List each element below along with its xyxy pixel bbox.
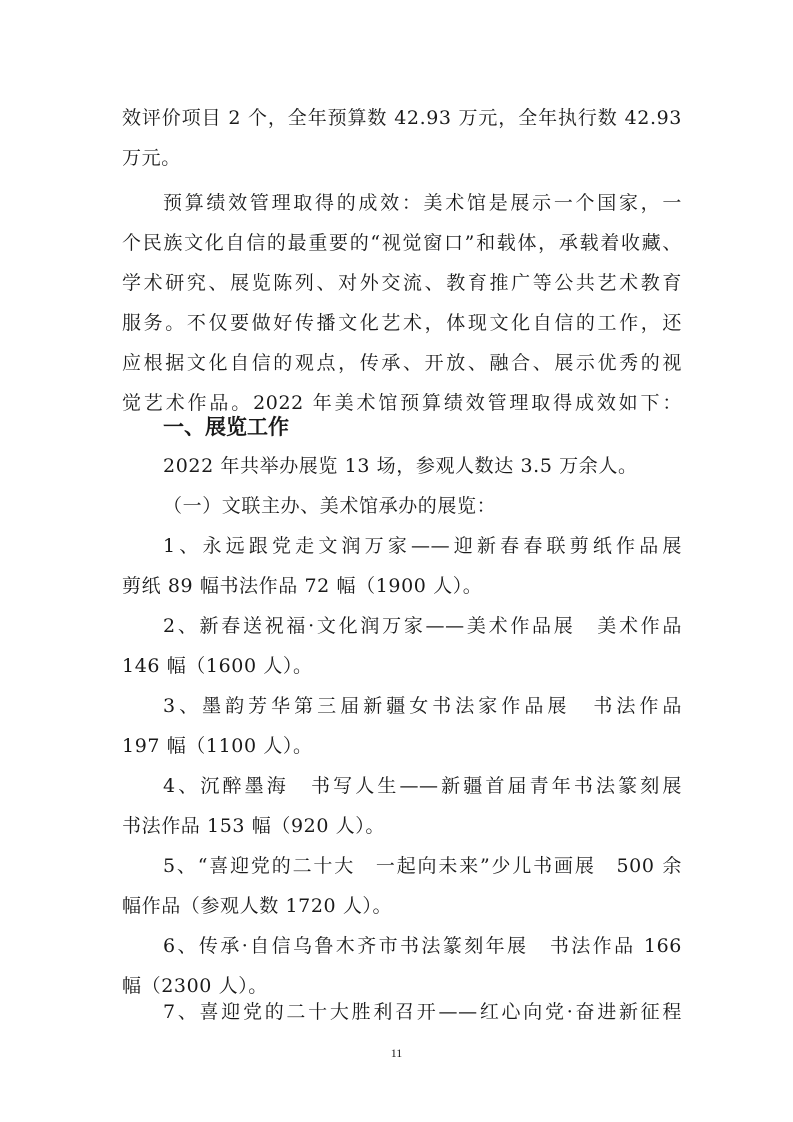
body-line: 觉艺术作品。2022 年美术馆预算绩效管理取得成效如下： [122,392,682,414]
list-item-continuation: 146 幅（1600 人）。 [122,655,313,677]
section-heading: 一、展览工作 [163,415,289,439]
list-item-continuation: 幅（2300 人）。 [122,975,268,997]
list-item: 4、沉醉墨海 书写人生——新疆首届青年书法篆刻展 [163,775,682,797]
paragraph-first-line: 预算绩效管理取得的成效：美术馆是展示一个国家，一 [163,192,682,214]
list-item: 7、喜迎党的二十大胜利召开——红心向党·奋进新征程 [163,1001,682,1023]
body-line: 效评价项目 2 个，全年预算数 42.93 万元，全年执行数 42.93 [122,107,682,129]
body-line: 服务。不仅要做好传播文化艺术，体现文化自信的工作，还 [122,312,682,334]
list-item-continuation: 剪纸 89 幅书法作品 72 幅（1900 人）。 [122,575,483,597]
body-line: 应根据文化自信的观点，传承、开放、融合、展示优秀的视 [122,352,682,374]
list-item: 3、墨韵芳华第三届新疆女书法家作品展 书法作品 [163,695,682,717]
list-item: 2、新春送祝福·文化润万家——美术作品展 美术作品 [163,615,682,637]
list-item-continuation: 书法作品 153 幅（920 人）。 [122,815,385,837]
body-line: 学术研究、展览陈列、对外交流、教育推广等公共艺术教育 [122,272,682,294]
list-item-continuation: 197 幅（1100 人）。 [122,735,313,757]
list-item: 1、永远跟党走文润万家——迎新春春联剪纸作品展 [163,535,682,557]
subsection-heading: （一）文联主办、美术馆承办的展览： [163,495,497,517]
list-item: 6、传承·自信乌鲁木齐市书法篆刻年展 书法作品 166 [163,935,682,957]
body-line: 万元。 [122,147,181,169]
list-item-continuation: 幅作品（参观人数 1720 人）。 [122,895,393,917]
body-line: 2022 年共举办展览 13 场，参观人数达 3.5 万余人。 [163,455,638,477]
body-line: 个民族文化自信的最重要的“视觉窗口”和载体，承载着收藏、 [122,232,682,254]
page-number: 11 [390,1046,403,1060]
list-item: 5、“喜迎党的二十大 一起向未来”少儿书画展 500 余 [163,855,682,877]
